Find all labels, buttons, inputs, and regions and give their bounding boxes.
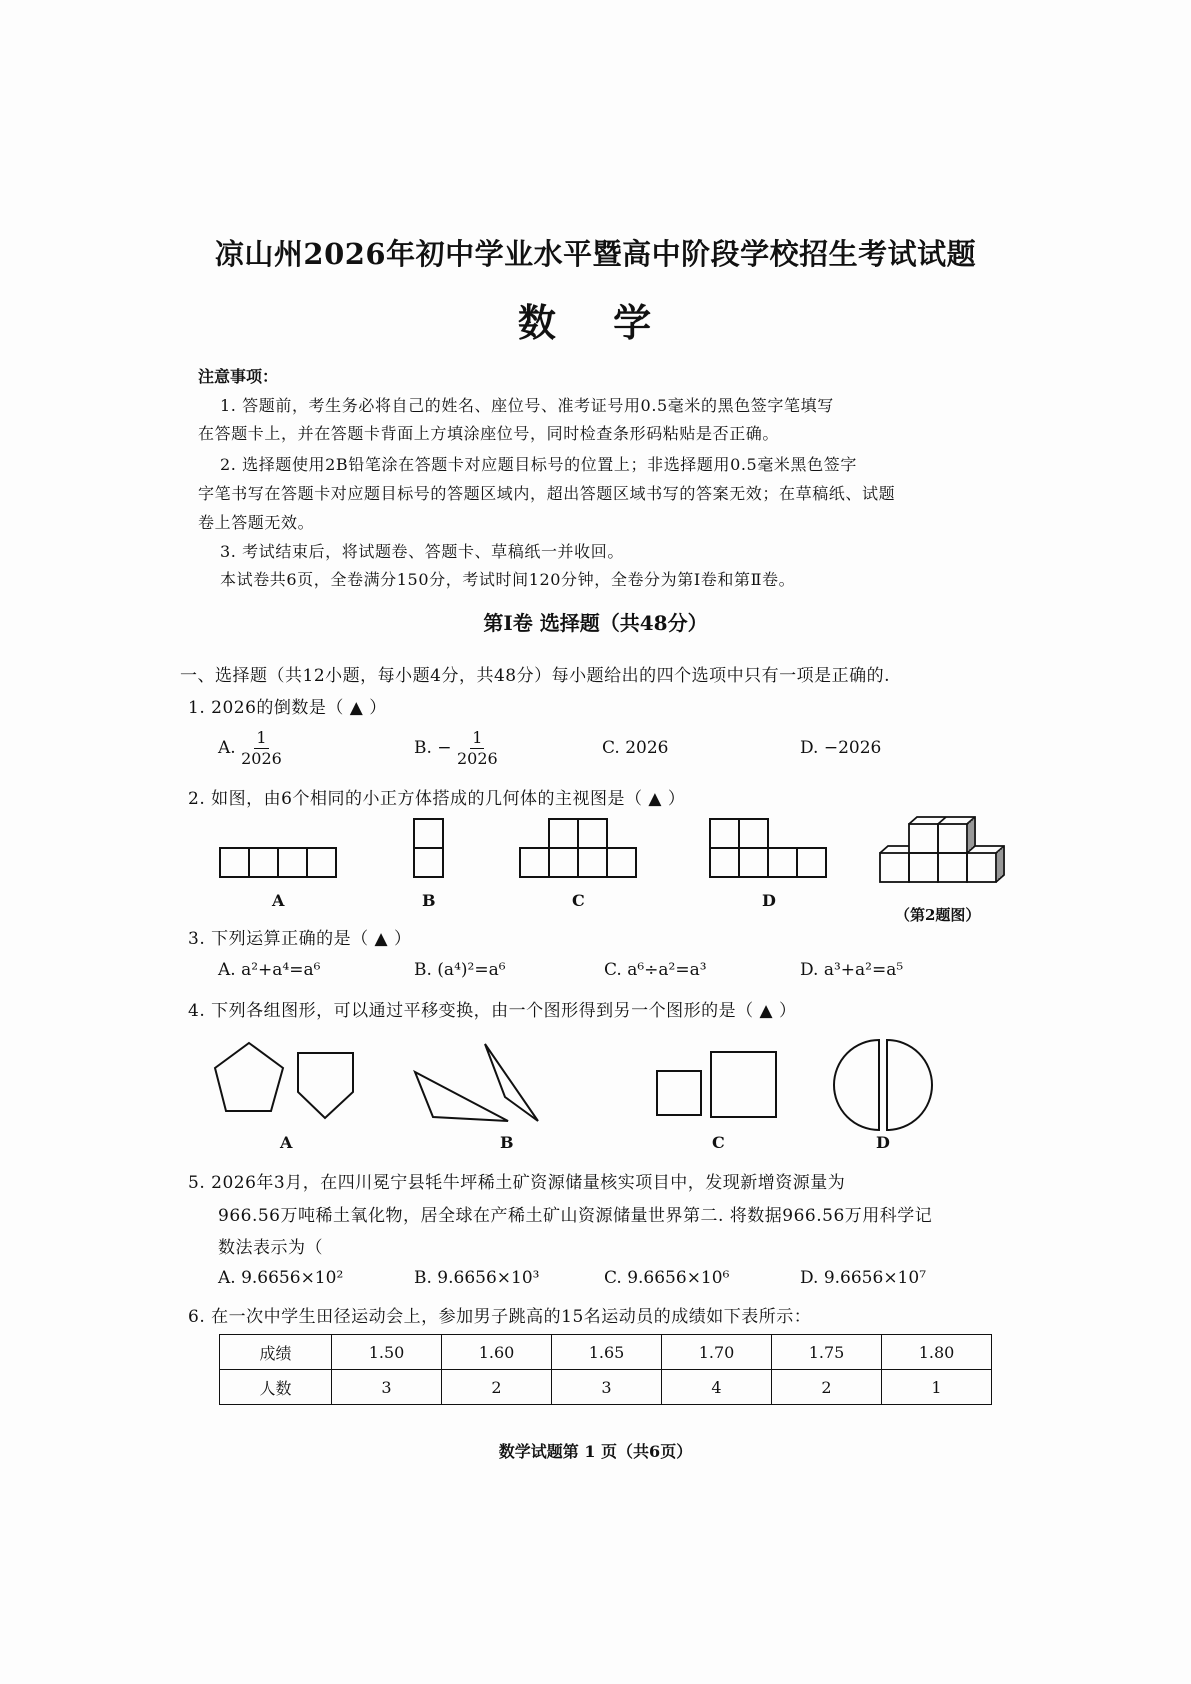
table-row [220, 1335, 992, 1370]
q2-figure-caption: （第2题图） [895, 906, 981, 924]
notice-line: 1. 答题前，考生务必将自己的姓名、座位号、准考证号用0.5毫米的黑色签字笔填写 [220, 396, 834, 415]
q4-option-c-squares [657, 1052, 776, 1117]
table-cell: 3 [552, 1370, 662, 1405]
table-cell: 成绩 [220, 1335, 332, 1370]
q6-score-table [219, 1334, 992, 1405]
notice-line: 卷上答题无效。 [198, 513, 315, 532]
table-cell: 2 [442, 1370, 552, 1405]
q4-option-a-pentagons [215, 1043, 353, 1118]
q4-label-b: B [500, 1133, 514, 1152]
table-cell: 4 [662, 1370, 772, 1405]
question-3-stem: 3. 下列运算正确的是（ ▲ ） [188, 929, 412, 949]
notice-line: 在答题卡上，并在答题卡背面上方填涂座位号，同时检查条形码粘贴是否正确。 [198, 424, 780, 443]
question-1-stem: 1. 2026的倒数是（ ▲ ） [188, 698, 387, 718]
question-6-stem: 6. 在一次中学生田径运动会上，参加男子跳高的15名运动员的成绩如下表所示： [188, 1307, 812, 1327]
page-footer: 数学试题第 1 页（共6页） [498, 1442, 693, 1461]
q1-option-c: C. 2026 [602, 738, 669, 758]
table-row [220, 1370, 992, 1405]
q2-label-c: C [572, 891, 585, 910]
q4-option-d-semicircles [834, 1040, 932, 1130]
q3-option-a: A. a²+a⁴=a⁶ [218, 960, 321, 980]
subject-title: 数 学 [517, 300, 674, 345]
table-cell: 人数 [220, 1370, 332, 1405]
question-5-stem-line: 数法表示为（ [218, 1238, 323, 1258]
table-cell: 1.60 [442, 1335, 552, 1370]
q2-label-b: B [422, 891, 436, 910]
section-title: 第Ⅰ卷 选择题（共48分） [483, 611, 708, 635]
notice-line: 本试卷共6页，全卷满分150分，考试时间120分钟，全卷分为第Ⅰ卷和第Ⅱ卷。 [220, 570, 796, 589]
q5-option-a: A. 9.6656×10² [218, 1268, 344, 1288]
q1-option-a: A. $\frac{1}{2026}$ [218, 728, 282, 768]
section-intro: 一、选择题（共12小题，每小题4分，共48分）每小题给出的四个选项中只有一项是正确的. [180, 666, 890, 686]
q4-label-d: D [876, 1133, 890, 1152]
table-cell: 1.75 [772, 1335, 882, 1370]
q2-label-a: A [272, 891, 285, 910]
q1-option-b: B. − $\frac{1}{2026}$ [414, 728, 498, 768]
q5-option-d: D. 9.6656×10⁷ [800, 1268, 927, 1288]
table-cell: 1.80 [882, 1335, 992, 1370]
q4-label-c: C [712, 1133, 725, 1152]
table-cell: 2 [772, 1370, 882, 1405]
q3-option-b: B. (a⁴)²=a⁶ [414, 960, 506, 980]
q5-option-c: C. 9.6656×10⁶ [604, 1268, 730, 1288]
question-5-stem-line: 5. 2026年3月，在四川冕宁县牦牛坪稀土矿资源储量核实项目中，发现新增资源量为 [188, 1173, 846, 1193]
q1-option-d: D. −2026 [800, 738, 882, 758]
q2-label-d: D [762, 891, 776, 910]
q3-option-c: C. a⁶÷a²=a³ [604, 960, 707, 980]
notice-line: 3. 考试结束后，将试题卷、答题卡、草稿纸一并收回。 [220, 542, 624, 561]
table-cell: 1 [882, 1370, 992, 1405]
q5-option-b: B. 9.6656×10³ [414, 1268, 540, 1288]
table-cell: 1.50 [332, 1335, 442, 1370]
question-5-stem-line: 966.56万吨稀土氧化物，居全球在产稀土矿山资源储量世界第二. 将数据966.56万用科学记 [218, 1206, 933, 1226]
q3-option-d: D. a³+a²=a⁵ [800, 960, 904, 980]
notice-heading: 注意事项： [198, 367, 279, 386]
q4-option-b-triangles [415, 1044, 538, 1121]
notice-line: 字笔书写在答题卡对应题目标号的答题区域内，超出答题区域书写的答案无效；在草稿纸、试题 [198, 484, 896, 503]
question-4-stem: 4. 下列各组图形，可以通过平移变换，由一个图形得到另一个图形的是（ ▲ ） [188, 1001, 797, 1021]
notice-line: 2. 选择题使用2B铅笔涂在答题卡对应题目标号的位置上；非选择题用0.5毫米黑色签字 [220, 455, 857, 474]
table-cell: 3 [332, 1370, 442, 1405]
table-cell: 1.70 [662, 1335, 772, 1370]
exam-title: 凉山州2026年初中学业水平暨高中阶段学校招生考试试题 [214, 237, 977, 271]
question-2-stem: 2. 如图，由6个相同的小正方体搭成的几何体的主视图是（ ▲ ） [188, 789, 686, 809]
q4-label-a: A [280, 1133, 293, 1152]
table-cell: 1.65 [552, 1335, 662, 1370]
